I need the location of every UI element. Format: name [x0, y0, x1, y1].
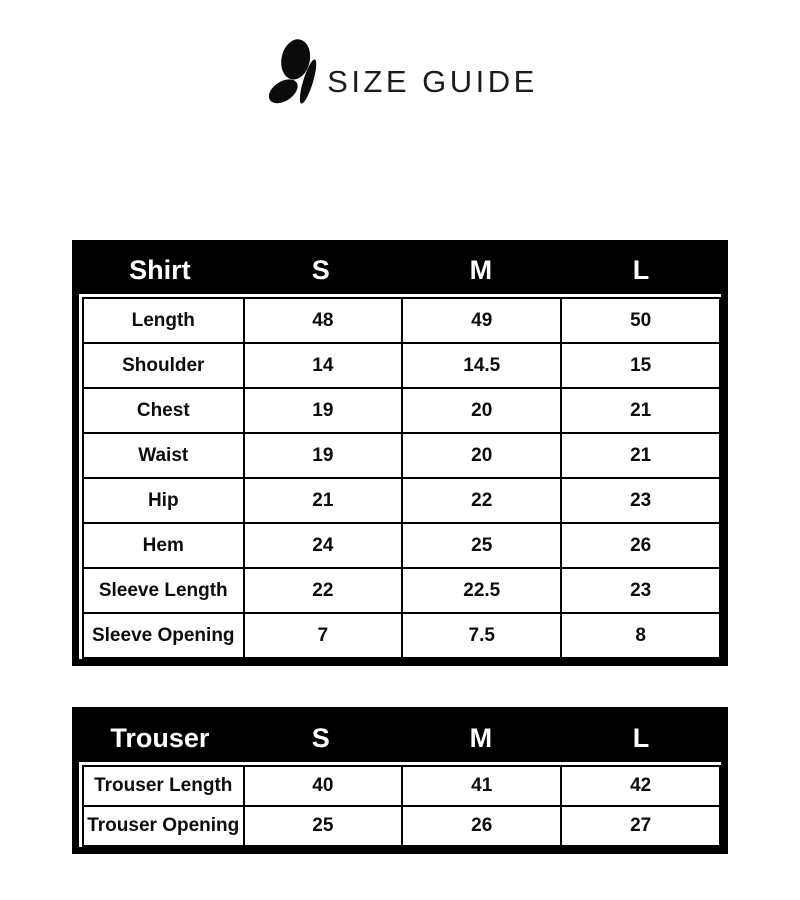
- shirt-size-table: [72, 240, 728, 666]
- measurement-label: Trouser Opening: [83, 806, 244, 846]
- size-m-value: 22.5: [402, 568, 561, 613]
- table-row: [83, 433, 720, 478]
- trouser-size-col-l: L: [632, 722, 650, 753]
- shirt-table-header: [79, 247, 721, 294]
- table-row: [83, 298, 720, 343]
- size-m-value: 7.5: [402, 613, 561, 658]
- trouser-size-col-s: S: [311, 722, 330, 753]
- table-row: [83, 388, 720, 433]
- measurement-label: Shoulder: [83, 343, 244, 388]
- size-l-value: 42: [561, 766, 720, 806]
- trouser-header-label: Trouser: [110, 722, 210, 753]
- measurement-label: Sleeve Length: [83, 568, 244, 613]
- trouser-table-body: [79, 762, 721, 847]
- brand-header: [0, 36, 800, 112]
- trouser-size-table: [72, 707, 728, 854]
- shirt-header-label: Shirt: [129, 255, 191, 285]
- size-l-value: 26: [561, 523, 720, 568]
- size-m-value: 26: [402, 806, 561, 846]
- size-s-value: 14: [244, 343, 403, 388]
- trouser-measurements-grid: [82, 765, 721, 847]
- shirt-size-col-l: L: [632, 255, 650, 285]
- size-s-value: 24: [244, 523, 403, 568]
- table-row: [83, 766, 720, 806]
- size-m-value: 22: [402, 478, 561, 523]
- size-m-value: 20: [402, 388, 561, 433]
- table-row: [83, 613, 720, 658]
- size-s-value: 40: [244, 766, 403, 806]
- size-l-value: 23: [561, 478, 720, 523]
- size-m-value: 14.5: [402, 343, 561, 388]
- table-row: [83, 806, 720, 846]
- table-row: [83, 343, 720, 388]
- trouser-table-header: [79, 714, 721, 762]
- table-row: [83, 523, 720, 568]
- size-s-value: 7: [244, 613, 403, 658]
- measurement-label: Hem: [83, 523, 244, 568]
- measurement-label: Hip: [83, 478, 244, 523]
- size-m-value: 49: [402, 298, 561, 343]
- measurement-label: Waist: [83, 433, 244, 478]
- shirt-size-col-m: M: [469, 255, 493, 285]
- shirt-size-col-s: S: [311, 255, 330, 285]
- size-m-value: 25: [402, 523, 561, 568]
- size-l-value: 50: [561, 298, 720, 343]
- page-title: SIZE GUIDE: [327, 64, 538, 99]
- size-s-value: 21: [244, 478, 403, 523]
- size-m-value: 41: [402, 766, 561, 806]
- size-l-value: 15: [561, 343, 720, 388]
- size-l-value: 21: [561, 433, 720, 478]
- size-s-value: 19: [244, 388, 403, 433]
- measurement-label: Trouser Length: [83, 766, 244, 806]
- trouser-size-col-m: M: [469, 722, 493, 753]
- butterfly-logo-icon: [262, 36, 324, 112]
- shirt-measurements-grid: [82, 297, 721, 659]
- size-l-value: 8: [561, 613, 720, 658]
- measurement-label: Sleeve Opening: [83, 613, 244, 658]
- table-row: [83, 478, 720, 523]
- size-s-value: 25: [244, 806, 403, 846]
- measurement-label: Length: [83, 298, 244, 343]
- size-l-value: 27: [561, 806, 720, 846]
- shirt-table-body: [79, 294, 721, 659]
- size-l-value: 21: [561, 388, 720, 433]
- size-s-value: 48: [244, 298, 403, 343]
- size-m-value: 20: [402, 433, 561, 478]
- size-s-value: 22: [244, 568, 403, 613]
- measurement-label: Chest: [83, 388, 244, 433]
- size-s-value: 19: [244, 433, 403, 478]
- size-l-value: 23: [561, 568, 720, 613]
- table-row: [83, 568, 720, 613]
